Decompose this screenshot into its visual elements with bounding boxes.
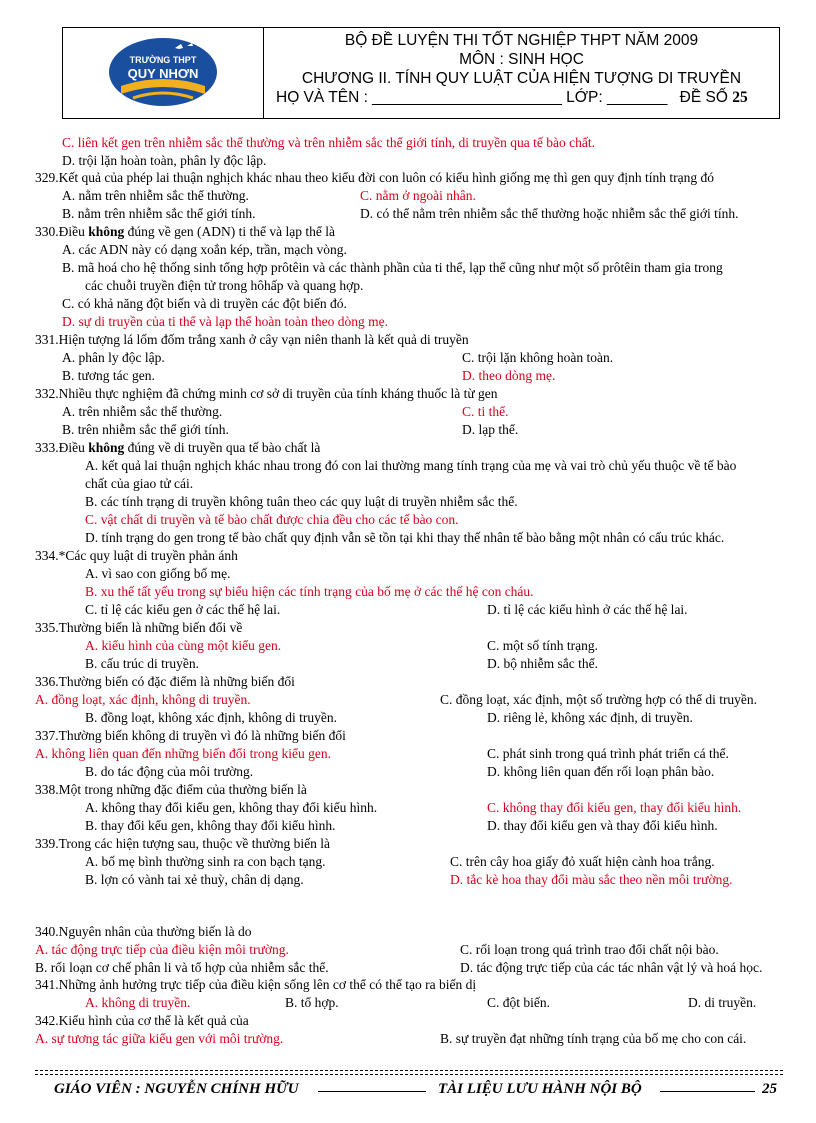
- option-line: B. thay đổi kểu gen, không thay đổi kiểu hình.: [85, 818, 336, 833]
- option-line: D. có thể nằm trên nhiễm sắc thể thường hoặc nhiễm sắc thể giới tính.: [360, 206, 739, 221]
- option-line: C. đồng loạt, xác định, một số trường hợp có thể di truyền.: [440, 692, 758, 707]
- option-line: B. cấu trúc di truyền.: [85, 656, 199, 671]
- option-line: B. sự truyền đạt những tính trạng của bố mẹ cho con cái.: [440, 1031, 747, 1046]
- option-line: D. tắc kè hoa thay đổi màu sắc theo nền môi trường.: [450, 872, 733, 887]
- page-number: 25: [762, 1081, 777, 1097]
- option-line: D. theo dòng mẹ.: [462, 368, 556, 383]
- logo-top-text: TRƯỜNG THPT: [129, 55, 197, 65]
- option-line: D. lạp thể.: [462, 422, 519, 437]
- text-line: C. liên kết gen trên nhiễm sắc thể thường và trên nhiễm sắc thể giới tính, di truyền qua tế bào chất.: [62, 135, 595, 150]
- header-student-line: [264, 88, 779, 107]
- header-chapter: CHƯƠNG II. TÍNH QUY LUẬT CỦA HIỆN TƯỢNG DI TRUYỀN: [301, 70, 742, 87]
- option-line: D. tỉ lệ các kiểu hình ở các thế hệ lai.: [487, 602, 688, 617]
- option-line: C. trội lặn không hoàn toàn.: [462, 350, 614, 365]
- option-line: A. không thay đổi kiểu gen, không thay đổi kiểu hình.: [85, 800, 378, 815]
- option-line: D. di truyền.: [688, 995, 757, 1010]
- footer-teacher: GIÁO VIÊN : NGUYỄN CHÍNH HỮU: [54, 1081, 299, 1097]
- header-info: [264, 28, 779, 118]
- option-line: A. không liên quan đến những biến đổi trong kiểu gen.: [35, 746, 332, 761]
- option-line: các chuỗi truyền điện tử trong hôhấp và quang hợp.: [85, 278, 364, 293]
- option-line: B. tương tác gen.: [62, 368, 155, 383]
- option-line: B. rối loạn cơ chế phân li và tổ hợp của nhiễm sắc thể.: [35, 960, 329, 975]
- footer-doc-note: TÀI LIỆU LƯU HÀNH NỘI BỘ: [438, 1081, 642, 1097]
- question-337: 337.Thường biến không di truyền vì đó là những biến đổi: [35, 728, 346, 743]
- footer-rule-right: [660, 1091, 755, 1092]
- option-line: C. vật chất di truyền và tế bào chất được chia đều cho các tế bào con.: [85, 512, 459, 527]
- header-title: BỘ ĐỀ LUYỆN THI TỐT NGHIỆP THPT NĂM 2009: [344, 32, 699, 49]
- option-line: chất của giao tử cái.: [85, 476, 194, 491]
- option-line: D. sự di truyền của ti thể và lạp thể hoàn toàn theo dòng mẹ.: [62, 314, 388, 329]
- option-line: A. kết quả lai thuận nghịch khác nhau trong đó con lai thường mang tính trạng của mẹ và vai trò chủ yếu thuộc về tế bào: [85, 458, 737, 473]
- question-335: 335.Thường biến là những biến đổi về: [35, 620, 243, 635]
- option-line: C. đột biến.: [487, 995, 550, 1010]
- question-330: 330.Điều không đúng về gen (ADN) ti thể và lạp thể là: [35, 224, 335, 239]
- option-line: A. các ADN này có dạng xoắn kép, trần, mạch vòng.: [62, 242, 347, 257]
- question-336: 336.Thường biến có đặc điểm là những biến đổi: [35, 674, 295, 689]
- option-line: D. tác động trực tiếp của các tác nhân vật lý và hoá học.: [460, 960, 763, 975]
- question-332: 332.Nhiều thực nghiệm đã chứng minh cơ sở di truyền của tính kháng thuốc là từ gen: [35, 386, 498, 401]
- option-line: A. sự tương tác giữa kiểu gen với môi trường.: [35, 1031, 284, 1046]
- exam-label: ĐỀ SỐ: [679, 89, 728, 106]
- name-class-label: HỌ VÀ TÊN : ______________________ LỚP: _______: [276, 89, 668, 106]
- option-line: A. đồng loạt, xác định, không di truyền.: [35, 692, 251, 707]
- option-line: A. nằm trên nhiễm sắc thể thường.: [62, 188, 249, 203]
- question-334: 334.*Các quy luật di truyền phản ánh: [35, 548, 238, 563]
- option-line: C. một số tính trạng.: [487, 638, 598, 653]
- header-box: [62, 27, 780, 119]
- option-line: A. không di truyền.: [85, 995, 191, 1010]
- question-339: 339.Trong các hiện tượng sau, thuộc về thường biến là: [35, 836, 330, 851]
- option-line: C. có khả năng đột biến và di truyền các đột biến đó.: [62, 296, 347, 311]
- option-line: B. do tác động của môi trường.: [85, 764, 254, 779]
- option-line: B. các tính trạng di truyền không tuân theo các quy luật di truyền nhiễm sắc thể.: [85, 494, 518, 509]
- header-subject: MÔN : SINH HỌC: [459, 51, 584, 68]
- footer-rule-left: [318, 1091, 426, 1092]
- logo-graphic: [63, 28, 263, 118]
- question-340: 340.Nguyên nhân của thường biến là do: [35, 924, 252, 939]
- option-line: C. không thay đổi kiểu gen, thay đổi kiểu hình.: [487, 800, 742, 815]
- option-line: A. bố mẹ bình thường sinh ra con bạch tạng.: [85, 854, 326, 869]
- option-line: B. đồng loạt, không xác định, không di truyền.: [85, 710, 337, 725]
- option-line: B. mã hoá cho hệ thống sinh tổng hợp prôtêin và các thành phần của ti thể, lạp thể cũng như một số prôtêin tham gia trong: [62, 260, 723, 275]
- question-338: 338.Một trong những đặc điểm của thường biến là: [35, 782, 307, 797]
- option-line: A. kiểu hình của cùng một kiểu gen.: [85, 638, 282, 653]
- text-line: D. trội lặn hoàn toàn, phân ly độc lập.: [62, 153, 267, 168]
- option-line: D. riêng lẻ, không xác định, di truyền.: [487, 710, 693, 725]
- option-line: A. phân ly độc lập.: [62, 350, 165, 365]
- question-331: 331.Hiện tượng lá lốm đốm trắng xanh ở cây vạn niên thanh là kết quả di truyền: [35, 332, 469, 347]
- option-line: D. không liên quan đến rối loạn phân bào.: [487, 764, 715, 779]
- question-333: 333.Điều không đúng về di truyền qua tế bào chất là: [35, 440, 321, 455]
- option-line: D. bộ nhiễm sắc thể.: [487, 656, 598, 671]
- option-line: D. tính trạng do gen trong tế bào chất quy định vẫn sẽ tồn tại khi thay thế nhân tế bào bằng một nhân có cấu trúc khác.: [85, 530, 725, 545]
- option-line: B. nằm trên nhiễm sắc thể giới tính.: [62, 206, 256, 221]
- option-line: C. rối loạn trong quá trình trao đổi chất nội bào.: [460, 942, 719, 957]
- option-line: C. nằm ở ngoài nhân.: [360, 188, 476, 203]
- option-line: A. vì sao con giống bố mẹ.: [85, 566, 231, 581]
- option-line: B. xu thế tất yếu trong sự biểu hiện các tính trạng của bố mẹ ở các thế hệ con cháu.: [85, 584, 534, 599]
- option-line: B. tổ hợp.: [285, 995, 339, 1010]
- option-line: B. lợn có vành tai xẻ thuỳ, chân dị dạng.: [85, 872, 304, 887]
- option-line: C. trên cây hoa giấy đỏ xuất hiện cành hoa trắng.: [450, 854, 715, 869]
- logo-name-text: QUY NHƠN: [127, 66, 199, 81]
- option-line: D. thay đổi kiểu gen và thay đổi kiểu hình.: [487, 818, 718, 833]
- option-line: A. trên nhiễm sắc thể thường.: [62, 404, 223, 419]
- school-logo: [63, 28, 264, 118]
- question-341: 341.Những ảnh hưởng trực tiếp của điều kiện sống lên cơ thể có thể tạo ra biến dị: [35, 977, 477, 992]
- option-line: C. phát sinh trong quá trình phát triển cá thể.: [487, 746, 729, 761]
- footer-divider: [35, 1070, 783, 1075]
- question-329: 329.Kết quả của phép lai thuận nghịch khác nhau theo kiểu đời con luôn có kiểu hình giống mẹ thì gen quy định tính trạng đó: [35, 170, 714, 185]
- exam-number: 25: [732, 89, 748, 106]
- option-line: A. tác động trực tiếp của điều kiện môi trường.: [35, 942, 289, 957]
- question-342: 342.Kiểu hình của cơ thể là kết quả của: [35, 1013, 249, 1028]
- option-line: B. trên nhiễm sắc thể giới tính.: [62, 422, 229, 437]
- option-line: C. tỉ lệ các kiểu gen ở các thế hệ lai.: [85, 602, 281, 617]
- option-line: C. ti thể.: [462, 404, 509, 419]
